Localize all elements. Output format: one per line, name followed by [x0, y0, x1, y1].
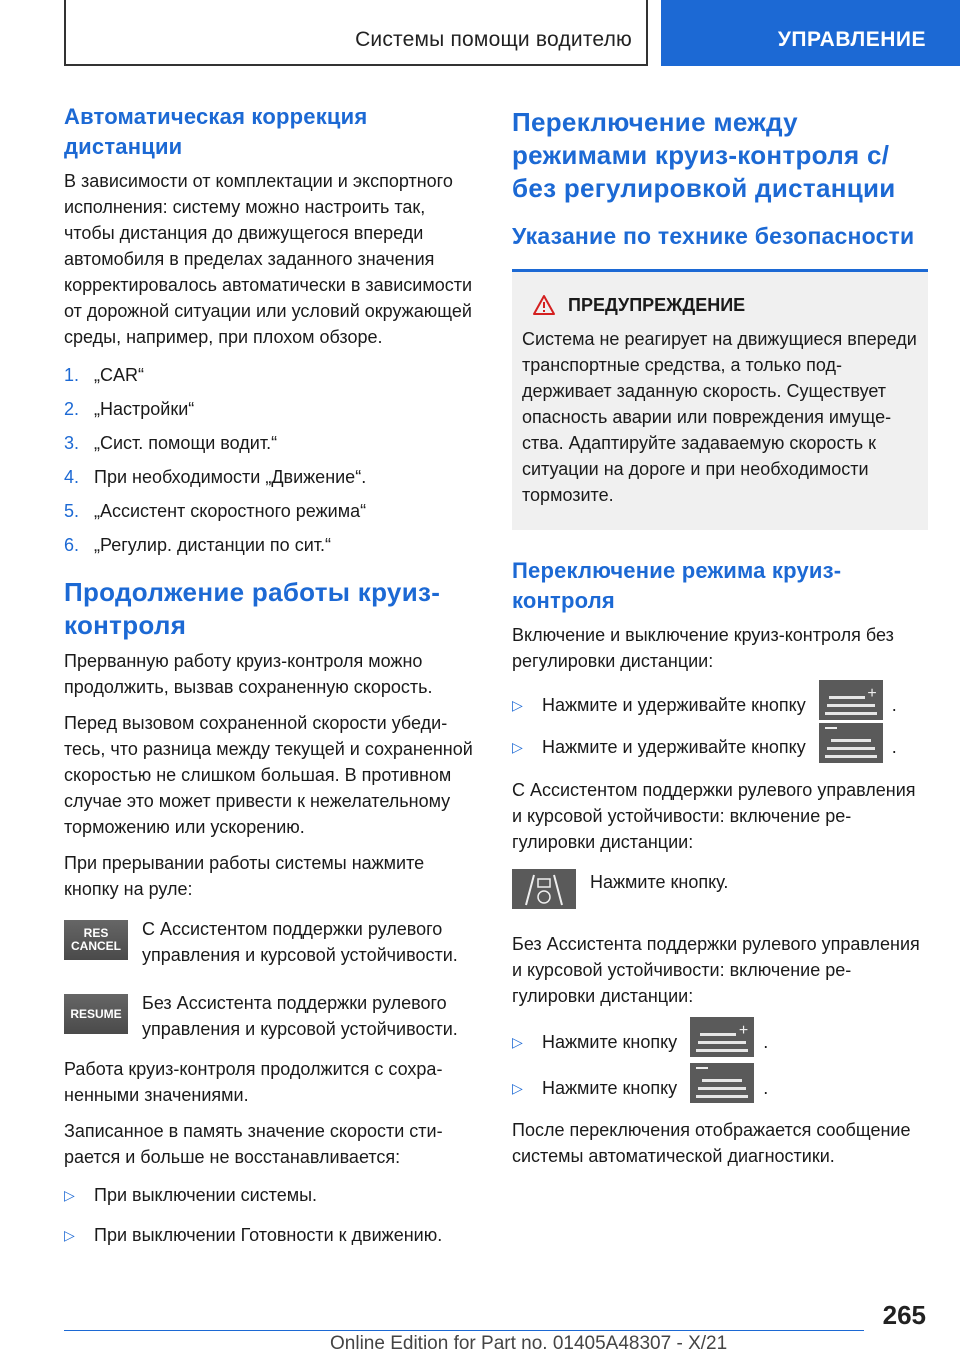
list-item: ▷ Нажмите и удерживайте кнопку .: [512, 734, 928, 762]
erase-conditions-list: [64, 1182, 478, 1248]
paragraph-continue-4: Работа круиз-контроля продолжится с сохраненными значениями.: [64, 1059, 443, 1105]
paragraph-continue-3: При прерывании работы системы нажмите кнопку на руле:: [64, 853, 425, 899]
lane-plus-button-icon: +: [819, 680, 883, 720]
paragraph-continue-1: Прерванную работу круиз-контроля можно продолжить, вызвав сохраненную скорость.: [64, 651, 433, 697]
paragraph-with-assist: С Ассистентом поддержки рулевого управления и курсовой устойчивости: включение регулировки дистанции:: [512, 779, 916, 852]
bullet-triangle-icon: ▷: [64, 1187, 75, 1203]
hold-button-list: [512, 685, 928, 763]
res-cancel-row: [64, 916, 478, 968]
page-number: 265: [882, 1300, 926, 1330]
bullet-triangle-icon: ▷: [512, 697, 523, 713]
list-item: 3. „Сист. помощи водит.“: [64, 433, 278, 453]
footer-edition: Online Edition for Part no. 01405A48307 - X/21: [330, 1333, 728, 1354]
bullet-triangle-icon: ▷: [512, 1033, 523, 1050]
paragraph-auto-distance: В зависимости от комплектации и экспортного исполнения: систему можно настроить так, чтобы дистанция до движущегося впереди автомобиля в пределах заданного значения корректировалось автоматически в зависимости от дорожной ситуации или условий окружающей среды, например, при плохом обзоре.: [64, 171, 473, 347]
heading-safety: Указание по технике безопасности: [512, 223, 915, 249]
warning-title: ПРЕДУПРЕЖДЕНИЕ: [522, 294, 918, 316]
list-item: 1. „CAR“: [64, 365, 144, 385]
assist-button-row: [512, 869, 928, 909]
list-item: ▷ Нажмите кнопку + .: [512, 1029, 928, 1057]
warning-box: [512, 272, 928, 530]
bullet-triangle-icon: ▷: [512, 739, 523, 756]
heading-auto-distance: Автоматическая коррекция дистанции: [64, 104, 368, 159]
warning-text: Система не реагирует на движущиеся впереди транспортные средства, а только поддерживает заданную скорость. Существует опасность аварии или повреждения имущества. Адаптируйте задаваемую скорость к ситуации на дороге и при необходимости тормозите.: [522, 329, 917, 505]
lane-minus-button-icon: [819, 723, 883, 763]
driving-assist-button-icon: [512, 869, 576, 909]
list-item: 6. „Регулир. дистанции по сит.“: [64, 535, 331, 555]
list-item: ▷ При выключении Готовности к движению.: [64, 1222, 478, 1248]
lane-plus-button-icon: +: [690, 1017, 754, 1057]
resume-row: [64, 990, 478, 1042]
chapter-tab[interactable]: [661, 0, 960, 66]
press-button-list: [512, 1021, 928, 1104]
lane-minus-button-icon: [690, 1063, 754, 1103]
paragraph-continue-5: Записанное в память значение скорости стирается и больше не восстанавливается:: [64, 1121, 443, 1167]
list-item: ▷ Нажмите кнопку .: [512, 1075, 928, 1103]
section-title: Системы помощи водителю: [355, 28, 632, 51]
list-item: 2. „Настройки“: [64, 399, 195, 419]
resume-button-icon: RESUME: [64, 994, 128, 1034]
heading-mode-switch: Переключение режима круиз-контроля: [512, 558, 842, 613]
chapter-tab-label: УПРАВЛЕНИЕ: [777, 28, 926, 51]
paragraph-without-assist: Без Ассистента поддержки рулевого управления и курсовой устойчивости: включение регулировки дистанции:: [512, 933, 920, 1006]
steps-list: [64, 362, 478, 558]
paragraph-continue-2: Перед вызовом сохраненной скорости убедитесь, что разница между текущей и сохраненной скоростью не слишком большая. В противном случае это может привести к нежелательному торможению или ускорению.: [64, 713, 473, 837]
res-cancel-button-icon: RES CANCEL: [64, 920, 128, 960]
resume-description: Без Ассистента поддержки рулевого управления и курсовой устойчивости.: [142, 993, 458, 1039]
list-item: 5. „Ассистент скоростного режима“: [64, 501, 367, 521]
paragraph-mode: Включение и выключение круиз-контроля без регулировки дистанции:: [512, 625, 894, 671]
list-item: 4. При необходимости „Движение“.: [64, 467, 367, 487]
right-column: [512, 100, 928, 1169]
bullet-triangle-icon: ▷: [512, 1079, 523, 1096]
left-column: [64, 100, 478, 1248]
heading-continue-cruise: Продолжение работы круиз-контроля: [64, 577, 441, 640]
header-section-box: [64, 0, 648, 66]
bullet-triangle-icon: ▷: [64, 1227, 75, 1243]
heading-switch-modes: Переключение между режимами круиз-контроля с/без регулировкой дистанции: [512, 107, 896, 203]
list-item: ▷ При выключении системы.: [64, 1182, 478, 1208]
press-button-text: Нажмите кнопку.: [590, 871, 729, 892]
list-item: ▷ Нажмите и удерживайте кнопку + .: [512, 692, 928, 720]
page-header: [0, 0, 960, 66]
res-cancel-description: С Ассистентом поддержки рулевого управления и курсовой устойчивости.: [142, 919, 458, 965]
warning-triangle-icon: [532, 294, 556, 316]
footer-divider: [64, 1330, 864, 1331]
paragraph-after-switch: После переключения отображается сообщение системы автоматической диагностики.: [512, 1120, 911, 1166]
